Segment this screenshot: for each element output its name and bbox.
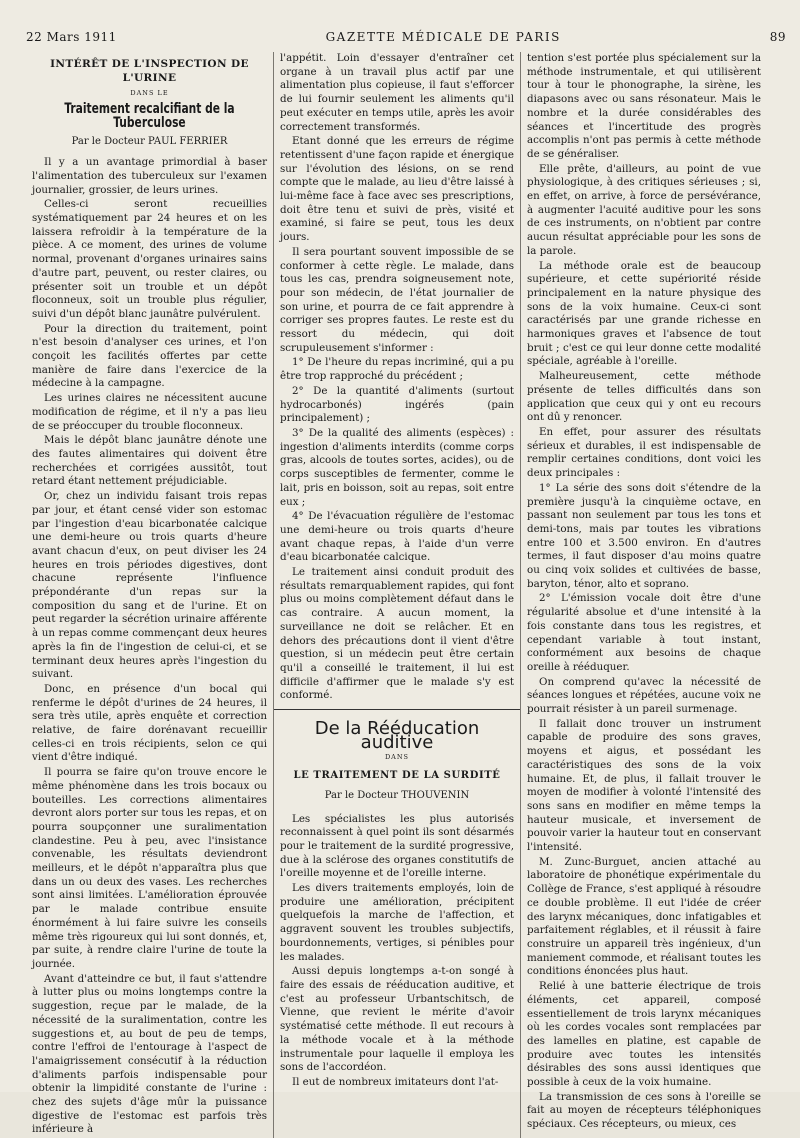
- paragraph: Relié à une batterie électrique de trois éléments, cet appareil, composé essentiellement de trois larynx mécaniques où les cordes vocales sont remplacées par des lamelles en platine, est capable de produire avec toutes les intensités désirables des sons aussi identiques que possible à ceux de la voix humaine.: [527, 980, 761, 1089]
- paragraph: 1° De l'heure du repas incriminé, qui a pu être trop rapproché du précédent ;: [280, 356, 514, 383]
- paragraph: Mais le dépôt blanc jaunâtre dénote une des fautes alimentaires qui doivent être recherchées et corrigées aussitôt, tout retard étant nettement préjudiciable.: [32, 434, 267, 488]
- paragraph: Les divers traitements employés, loin de produire une amélioration, précipitent quelquefois la marche de l'affection, et aggravent souvent les troubles subjectifs, bourdonnements, vertiges, si pénibles pour les malades.: [280, 882, 514, 963]
- article2-col3-body: [527, 52, 761, 1132]
- article1-col2-body: [280, 52, 514, 703]
- paragraph: Il pourra se faire qu'on trouve encore le même phénomène dans les trois bocaux ou bouteilles. Les corrections alimentaires devront alors porter sur tous les repas, et on pourra soupçonner une suralimentation clandestine. Peu à peu, avec l'insistance convenable, les résultats deviendront meilleurs, et le dépôt n'apparaîtra plus que dans un ou deux des vases. Les recherches sont ainsi limitées. L'amélioration éprouvée par le malade contribue ensuite énormément à lui faire suivre les conseils même très rigoureux qui lui sont donnés, et, par suite, à rendre claire l'urine de toute la journée.: [32, 766, 267, 970]
- paragraph: Avant d'atteindre ce but, il faut s'attendre à lutter plus ou moins longtemps contre la suggestion, reçue par le malade, de la nécessité de la suralimentation, contre les suggestions et, au bout de peu de temps, contre l'effroi de l'entourage à l'aspect de l'amaigrissement consécutif à la réduction d'aliments parfois indispensable pour obtenir la limpidité constante de l'urine : chez des sujets d'âge mûr la puissance digestive de l'estomac est parfois très inférieure à: [32, 972, 267, 1136]
- paragraph: 2° De la quantité d'aliments (surtout hydrocarbonés) ingérés (pain principalement) ;: [280, 384, 514, 425]
- column-1: [26, 52, 273, 1138]
- article1-col1-body: [32, 156, 267, 1137]
- paragraph: Malheureusement, cette méthode présente de telles difficultés dans son application que ceux qui y ont eu recours ont dû y renoncer.: [527, 370, 761, 424]
- paragraph: 2° L'émission vocale doit être d'une régularité absolue et d'une intensité à la fois constante dans tous les registres, et cependant variable à tout instant, conformément aux besoins de chaque oreille à rééduquer.: [527, 592, 761, 673]
- article2-dans: DANS: [384, 753, 410, 762]
- paragraph: 3° De la qualité des aliments (espèces) : ingestion d'aliments interdits (comme corps gras, alcools de toutes sortes, acides), ou de corps susceptibles de fermenter, comme le lait, pris en boisson, soit au repas, soit entre eux ;: [280, 426, 514, 508]
- paragraph: Aussi depuis longtemps a-t-on songé à faire des essais de rééducation auditive, et c'est au professeur Urbantschitsch, de Vienne, que revient le mérite d'avoir systématisé cette méthode. Il eut recours à la méthode vocale et à la méthode instrumentale pour laquelle il employa les sons de l'accordéon.: [280, 965, 514, 1074]
- article1-heading: [32, 58, 267, 148]
- paragraph: La transmission de ces sons à l'oreille se fait au moyen de récepteurs téléphoniques spéciaux. Ces récepteurs, ou mieux, ces: [527, 1090, 761, 1131]
- paragraph: M. Zunc-Burguet, ancien attaché au laboratoire de phonétique expérimentale du Collège de France, s'est appliqué à résoudre ce double problème. Il eut l'idée de créer des larynx mécaniques, donc infatigables et parfaitement réglables, et il réussit à faire construire un appareil très ingénieux, d'un maniement commode, et réalisant toutes les conditions énoncées plus haut.: [527, 855, 761, 978]
- paragraph: tention s'est portée plus spécialement sur la méthode instrumentale, et qui utilisèrent tour à tour le phonographe, la sirène, les diapasons avec ou sans résonateur. Mais le nombre et la durée considérables des séances et l'incertitude des progrès accomplis n'ont pas permis à cette méthode de se généraliser.: [527, 52, 761, 160]
- paragraph: Elle prête, d'ailleurs, au point de vue physiologique, à des critiques sérieuses ; si, en effet, on arrive, à force de persévérance, à augmenter l'acuité auditive pour les sons de ces instruments, on n'obtient par contre aucun résultat appréciable pour les sons de la parole.: [527, 162, 761, 257]
- paragraph: La méthode orale est de beaucoup supérieure, et cette supériorité réside principalement en la nature physique des sons de la voix humaine. Ceux-ci sont caractérisés par une grande richesse en harmoniques graves et l'absence de tout bruit ; c'est ce qui leur donne cette modalité spéciale, agréable à l'oreille.: [527, 259, 761, 368]
- paragraph: Donc, en présence d'un bocal qui renferme le dépôt d'urines de 24 heures, il sera très utile, après enquête et correction relative, de faire dorénavant recueillir celles-ci en trois récipients, selon ce qui vient d'être indiqué.: [32, 682, 267, 764]
- paragraph: Les urines claires ne nécessitent aucune modification de régime, et il n'y a pas lieu de se préoccuper du trouble floconneux.: [32, 392, 267, 432]
- paragraph: 4° De l'évacuation régulière de l'estomac une demi-heure ou trois quarts d'heure avant chaque repas, à l'aide d'un verre d'eau bicarbonatée calcique.: [280, 510, 514, 564]
- article2-title: De la Rééducation auditive: [314, 718, 480, 753]
- columns: [26, 52, 786, 1138]
- paragraph: 1° La série des sons doit s'étendre de la première jusqu'à la cinquième octave, en passant non seulement par tous les tons et demi-tons, mais par toutes les vibrations entre 100 et 3.500 environ. En d'autres termes, il faut disposer d'au moins quatre ou cinq voix solides et cultivées de basse, baryton, ténor, alto et soprano.: [527, 481, 761, 590]
- article2-col2-body: [280, 813, 514, 1090]
- article2-author: Par le Docteur THOUVENIN: [324, 789, 470, 801]
- article1-author: Par le Docteur PAUL FERRIER: [71, 135, 228, 147]
- article-separator: [274, 709, 520, 710]
- paragraph: Or, chez un individu faisant trois repas par jour, et étant censé vider son estomac par l'ingestion d'eau bicarbonatée calcique une demi-heure ou trois quarts d'heure avant chacun d'eux, on peut diviser les 24 heures en trois périodes digestives, dont chacune représente l'influence prépondérante d'un repas sur la composition du sang et de l'urine. Et on peut regarder la sécrétion urinaire afférente à un repas comme commençant deux heures après la fin de l'ingestion de celui-ci, et se terminant deux heures après l'ingestion du suivant.: [32, 490, 267, 681]
- article1-title: Traitement recalcifiant de la Tuberculose: [64, 101, 235, 131]
- paragraph: Les spécialistes les plus autorisés reconnaissent à quel point ils sont désarmés pour le traitement de la surdité progressive, due à la sclérose des organes constitutifs de l'oreille moyenne et de l'oreille interne.: [280, 812, 514, 880]
- paragraph: On comprend qu'avec la nécessité de séances longues et répétées, aucune voix ne pourrait résister à un pareil surmenage.: [527, 675, 761, 716]
- paragraph: Etant donné que les erreurs de régime retentissent d'une façon rapide et énergique sur l'évolution des lésions, on se rend compte que le malade, au lieu d'être laissé à lui-même face à face avec ses prescriptions, doit être tenu et suivi de près, visité et examiné, si faire se peut, tous les deux jours.: [280, 135, 514, 244]
- paragraph: Celles-ci seront recueillies systématiquement par 24 heures et on les laissera refroidir à la température de la pièce. A ce moment, des urines de volume normal, provenant d'organes urinaires sains d'autre part, peuvent, ou rester claires, ou présenter soit un trouble et un dépôt floconneux, soit un trouble plus régulier, suivi d'un dépôt blanc jaunâtre pulvérulent.: [32, 198, 267, 320]
- paragraph: Il sera pourtant souvent impossible de se conformer à cette règle. Le malade, dans tous les cas, prendra soigneusement note, pour son médecin, de l'état journalier de son urine, et pourra de ce fait apprendre à corriger ses propres fautes. Le reste est du ressort du médecin, qui doit scrupuleusement s'informer :: [280, 245, 514, 354]
- paragraph: l'appétit. Loin d'essayer d'entraîner cet organe à un travail plus actif par une alimentation plus copieuse, il faut s'efforcer de lui fournir seulement les aliments qu'il peut exécuter en temps utile, après les avoir correctement transformés.: [280, 52, 514, 133]
- article1-kicker: INTÉRÊT DE L'INSPECTION DE L'URINE: [50, 58, 249, 84]
- article1-dans: DANS LE: [130, 89, 169, 98]
- paragraph: Le traitement ainsi conduit produit des résultats remarquablement rapides, qui font plus ou moins complètement défaut dans le cas contraire. A aucun moment, la surveillance ne doit se relâcher. Et en dehors des précautions dont il vient d'être question, si un médecin peut être certain qu'il a conseillé le traitement, il lui est difficile d'affirmer que le malade s'y est conformé.: [280, 566, 514, 702]
- journal-title: GAZETTE MÉDICALE DE PARIS: [325, 30, 561, 44]
- paragraph: En effet, pour assurer des résultats sérieux et durables, il est indispensable de remplir certaines conditions, dont voici les deux principales :: [527, 425, 761, 480]
- article2-heading: [280, 718, 514, 803]
- running-head: [26, 30, 786, 44]
- column-2: [273, 52, 520, 1138]
- column-3: [520, 52, 767, 1138]
- paragraph: Pour la direction du traitement, point n'est besoin d'analyser ces urines, et l'on conçoit les facilités offertes par cette manière de faire dans l'exercice de la médecine à la campagne.: [32, 322, 267, 390]
- paragraph: Il y a un avantage primordial à baser l'alimentation des tuberculeux sur l'examen journalier, grossier, de leurs urines.: [32, 156, 267, 196]
- paragraph: Il fallait donc trouver un instrument capable de produire des sons graves, moyens et aigus, et possédant les caractéristiques des sons de la voix humaine. Et, de plus, il fallait trouver le moyen de modifier à volonté l'intensité des sons sans en modifier en même temps la hauteur musicale, et inversement de pouvoir varier la hauteur tout en conservant l'intensité.: [527, 717, 761, 854]
- issue-date: 22 Mars 1911: [26, 30, 117, 44]
- page-number: 89: [769, 30, 786, 44]
- article2-subtitle: LE TRAITEMENT DE LA SURDITÉ: [293, 770, 501, 782]
- paragraph: Il eut de nombreux imitateurs dont l'at-: [292, 1075, 499, 1088]
